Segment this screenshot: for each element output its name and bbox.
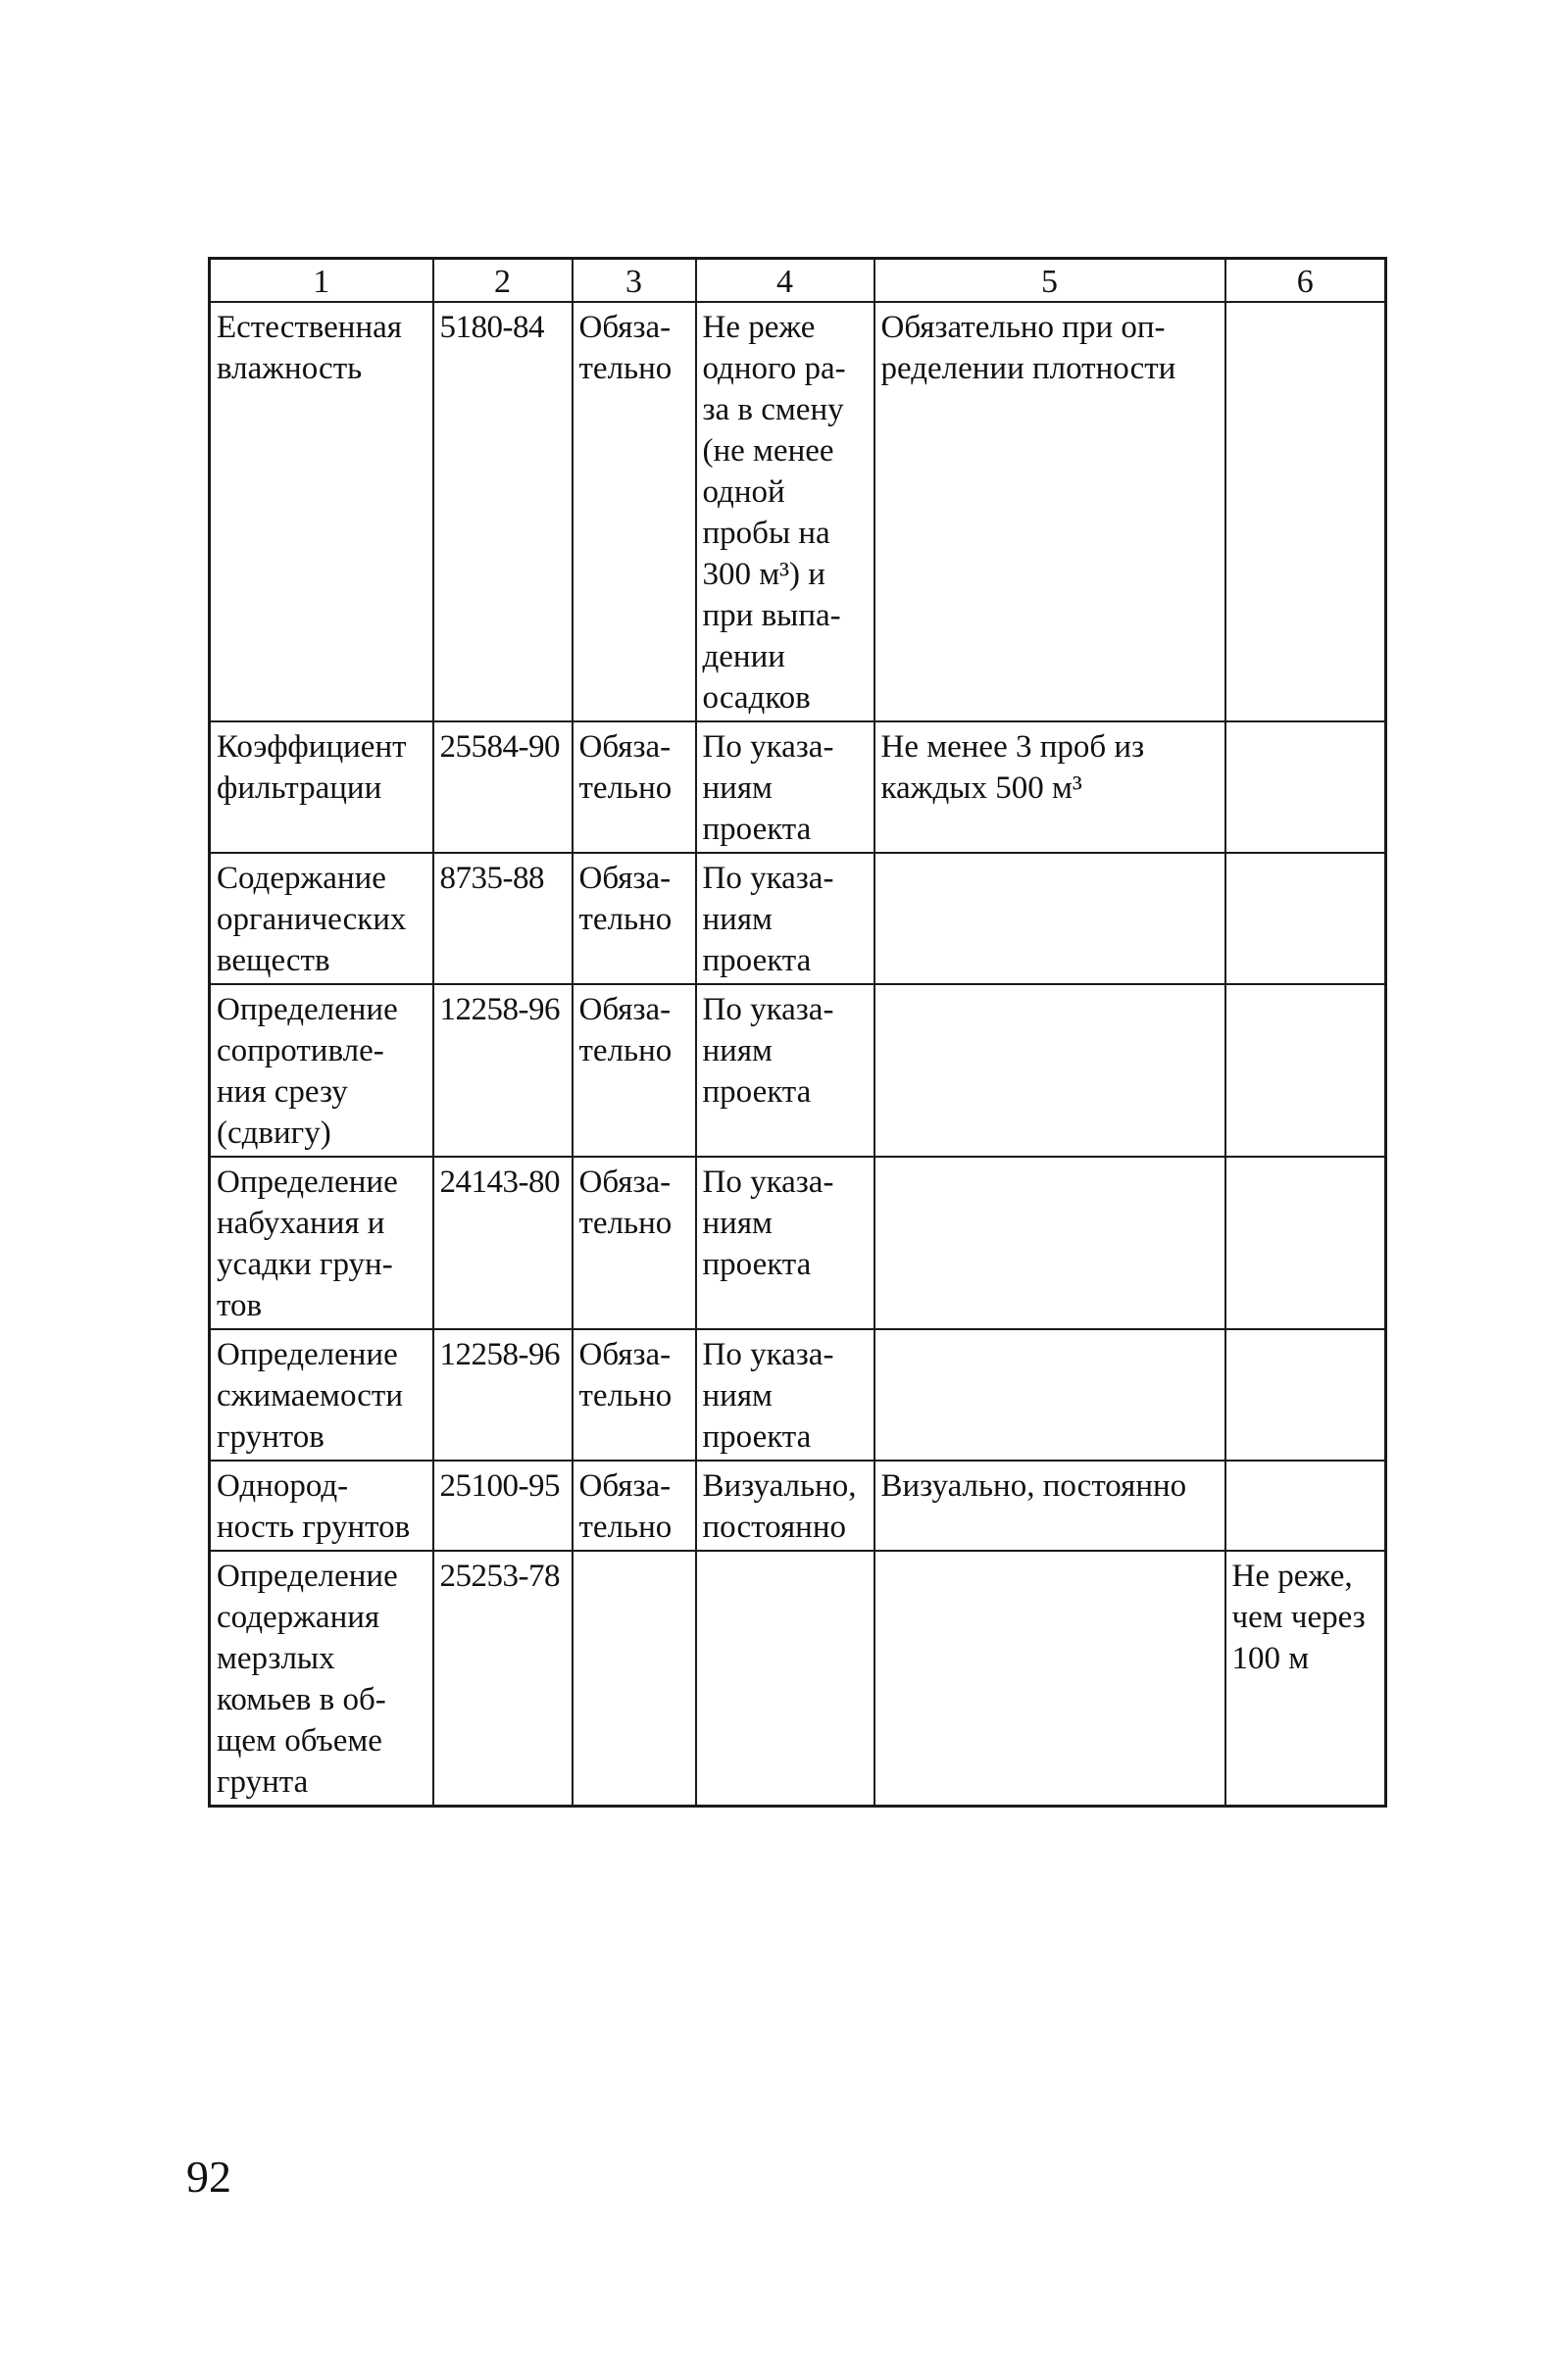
- cell-parameter: Определение сжимаемости грунтов: [210, 1329, 433, 1461]
- table-row: [210, 853, 1386, 984]
- cell-note: Визуально, постоянно: [874, 1461, 1225, 1551]
- cell-extra: [1225, 1461, 1386, 1551]
- cell-parameter: Естественная влажность: [210, 302, 433, 721]
- cell-frequency: По указа- ниям проекта: [696, 721, 874, 853]
- cell-extra: [1225, 721, 1386, 853]
- cell-frequency: По указа- ниям проекта: [696, 1329, 874, 1461]
- cell-parameter: Однород- ность грунтов: [210, 1461, 433, 1551]
- page-number: 92: [186, 2152, 231, 2202]
- cell-note: Не менее 3 проб из каждых 500 м³: [874, 721, 1225, 853]
- cell-frequency: Визуально, постоянно: [696, 1461, 874, 1551]
- table-row: [210, 1329, 1386, 1461]
- cell-extra: [1225, 302, 1386, 721]
- cell-standard: 8735-88: [433, 853, 573, 984]
- cell-extra: [1225, 1157, 1386, 1329]
- cell-note: [874, 853, 1225, 984]
- cell-requirement: Обяза- тельно: [573, 1329, 696, 1461]
- cell-note: [874, 984, 1225, 1157]
- cell-requirement: Обяза- тельно: [573, 1157, 696, 1329]
- cell-note: Обязательно при оп- ределении плотности: [874, 302, 1225, 721]
- cell-extra: [1225, 853, 1386, 984]
- cell-standard: 12258-96: [433, 984, 573, 1157]
- cell-frequency: Не реже одного ра- за в смену (не менее одной пробы на 300 м³) и при выпа- дении осадков: [696, 302, 874, 721]
- header-cell-4: 4: [696, 259, 874, 303]
- header-cell-1: 1: [210, 259, 433, 303]
- header-cell-3: 3: [573, 259, 696, 303]
- cell-extra: Не реже, чем через 100 м: [1225, 1551, 1386, 1807]
- header-cell-5: 5: [874, 259, 1225, 303]
- cell-parameter: Определение содержания мерзлых комьев в об- щем объеме грунта: [210, 1551, 433, 1807]
- cell-frequency: По указа- ниям проекта: [696, 1157, 874, 1329]
- table-row: [210, 1461, 1386, 1551]
- cell-frequency: [696, 1551, 874, 1807]
- cell-requirement: Обяза- тельно: [573, 1461, 696, 1551]
- cell-note: [874, 1329, 1225, 1461]
- cell-requirement: Обяза- тельно: [573, 302, 696, 721]
- table-row: [210, 1157, 1386, 1329]
- cell-parameter: Содержание органических веществ: [210, 853, 433, 984]
- cell-parameter: Определение набухания и усадки грун- тов: [210, 1157, 433, 1329]
- cell-requirement: [573, 1551, 696, 1807]
- table-row: [210, 1551, 1386, 1807]
- table-row: [210, 302, 1386, 721]
- cell-frequency: По указа- ниям проекта: [696, 853, 874, 984]
- header-cell-2: 2: [433, 259, 573, 303]
- header-row: [210, 259, 1386, 303]
- cell-note: [874, 1551, 1225, 1807]
- cell-standard: 25584-90: [433, 721, 573, 853]
- cell-parameter: Определение сопротивле- ния срезу (сдвигу): [210, 984, 433, 1157]
- cell-standard: 12258-96: [433, 1329, 573, 1461]
- cell-frequency: По указа- ниям проекта: [696, 984, 874, 1157]
- cell-standard: 24143-80: [433, 1157, 573, 1329]
- cell-standard: 5180-84: [433, 302, 573, 721]
- requirements-table: [208, 257, 1387, 1808]
- table-row: [210, 984, 1386, 1157]
- cell-extra: [1225, 1329, 1386, 1461]
- table-row: [210, 721, 1386, 853]
- cell-note: [874, 1157, 1225, 1329]
- cell-requirement: Обяза- тельно: [573, 984, 696, 1157]
- cell-standard: 25100-95: [433, 1461, 573, 1551]
- cell-requirement: Обяза- тельно: [573, 853, 696, 984]
- cell-parameter: Коэффициент фильтрации: [210, 721, 433, 853]
- header-cell-6: 6: [1225, 259, 1386, 303]
- cell-requirement: Обяза- тельно: [573, 721, 696, 853]
- cell-standard: 25253-78: [433, 1551, 573, 1807]
- cell-extra: [1225, 984, 1386, 1157]
